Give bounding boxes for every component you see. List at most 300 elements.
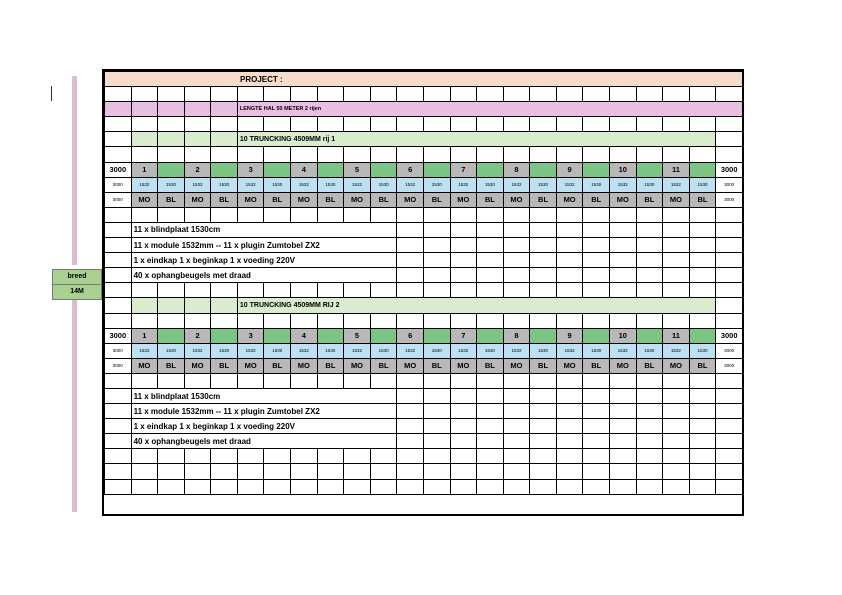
- cell[interactable]: [370, 147, 397, 162]
- cell[interactable]: [370, 373, 397, 388]
- cell[interactable]: [530, 283, 557, 298]
- edge-value[interactable]: 3000: [105, 192, 132, 207]
- cell[interactable]: [317, 147, 344, 162]
- cell[interactable]: [583, 147, 610, 162]
- module-size[interactable]: 1530: [370, 177, 397, 192]
- cell[interactable]: [158, 449, 185, 464]
- module-type[interactable]: BL: [477, 358, 504, 373]
- cell[interactable]: [477, 404, 504, 419]
- module-size[interactable]: 1530: [423, 177, 450, 192]
- cell[interactable]: [237, 464, 264, 479]
- module-type[interactable]: MO: [503, 192, 530, 207]
- cell[interactable]: [689, 283, 716, 298]
- module-type[interactable]: BL: [370, 358, 397, 373]
- cell[interactable]: [397, 117, 424, 132]
- edge-value[interactable]: 3000: [105, 343, 132, 358]
- module-size[interactable]: 1532: [184, 177, 211, 192]
- cell[interactable]: [556, 434, 583, 449]
- module-size[interactable]: 1530: [317, 177, 344, 192]
- cell[interactable]: [583, 404, 610, 419]
- cell[interactable]: [131, 87, 158, 102]
- module-type[interactable]: MO: [663, 192, 690, 207]
- cell[interactable]: [317, 207, 344, 222]
- material-note[interactable]: 11 x module 1532mm -- 11 x plugin Zumtobel ZX2: [131, 238, 397, 253]
- cell[interactable]: [636, 207, 663, 222]
- cell[interactable]: [105, 434, 132, 449]
- module-type[interactable]: MO: [663, 358, 690, 373]
- cell[interactable]: [397, 464, 424, 479]
- cell[interactable]: [663, 147, 690, 162]
- cell[interactable]: [477, 313, 504, 328]
- cell[interactable]: [105, 404, 132, 419]
- cell[interactable]: [583, 373, 610, 388]
- module-size[interactable]: 1530: [158, 343, 185, 358]
- module-size[interactable]: 1532: [397, 177, 424, 192]
- cell[interactable]: [477, 117, 504, 132]
- module-type[interactable]: BL: [264, 358, 291, 373]
- cell[interactable]: [158, 283, 185, 298]
- module-type[interactable]: BL: [317, 192, 344, 207]
- module-number[interactable]: 9: [556, 162, 583, 177]
- cell[interactable]: [184, 449, 211, 464]
- cell[interactable]: [556, 238, 583, 253]
- cell[interactable]: [716, 117, 743, 132]
- cell[interactable]: [264, 328, 291, 343]
- cell[interactable]: [636, 388, 663, 403]
- cell[interactable]: [477, 207, 504, 222]
- cell[interactable]: [556, 479, 583, 494]
- module-size[interactable]: 1530: [636, 343, 663, 358]
- module-size[interactable]: 1530: [423, 343, 450, 358]
- module-number[interactable]: 4: [291, 328, 318, 343]
- cell[interactable]: [636, 449, 663, 464]
- cell[interactable]: [131, 132, 158, 147]
- material-note[interactable]: 40 x ophangbeugels met draad: [131, 268, 397, 283]
- cell[interactable]: [423, 449, 450, 464]
- cell[interactable]: [105, 464, 132, 479]
- module-size[interactable]: 1532: [609, 177, 636, 192]
- module-number[interactable]: 3: [237, 162, 264, 177]
- cell[interactable]: [530, 222, 557, 237]
- cell[interactable]: [636, 87, 663, 102]
- edge-value[interactable]: 3000: [105, 177, 132, 192]
- module-number[interactable]: 1: [131, 162, 158, 177]
- cell[interactable]: [264, 283, 291, 298]
- cell[interactable]: [264, 87, 291, 102]
- cell[interactable]: [370, 479, 397, 494]
- cell[interactable]: [105, 373, 132, 388]
- material-note[interactable]: 11 x blindplaat 1530cm: [131, 222, 397, 237]
- cell[interactable]: [158, 373, 185, 388]
- module-type[interactable]: BL: [689, 358, 716, 373]
- cell[interactable]: [609, 373, 636, 388]
- cell[interactable]: [291, 87, 318, 102]
- cell[interactable]: [530, 207, 557, 222]
- cell[interactable]: [556, 283, 583, 298]
- module-type[interactable]: MO: [556, 192, 583, 207]
- module-size[interactable]: 1530: [370, 343, 397, 358]
- cell[interactable]: [423, 419, 450, 434]
- cell[interactable]: [477, 464, 504, 479]
- cell[interactable]: [663, 388, 690, 403]
- cell[interactable]: [477, 328, 504, 343]
- cell[interactable]: [530, 449, 557, 464]
- cell[interactable]: [397, 207, 424, 222]
- cell[interactable]: [663, 404, 690, 419]
- module-size[interactable]: 1532: [450, 343, 477, 358]
- cell[interactable]: [184, 87, 211, 102]
- cell[interactable]: [105, 298, 132, 313]
- cell[interactable]: [663, 449, 690, 464]
- module-type[interactable]: MO: [237, 192, 264, 207]
- cell[interactable]: [291, 449, 318, 464]
- material-note[interactable]: 1 x eindkap 1 x beginkap 1 x voeding 220V: [131, 419, 397, 434]
- cell[interactable]: [450, 464, 477, 479]
- cell[interactable]: [211, 449, 238, 464]
- cell[interactable]: [211, 162, 238, 177]
- cell[interactable]: [716, 373, 743, 388]
- cell[interactable]: [609, 283, 636, 298]
- module-type[interactable]: MO: [291, 192, 318, 207]
- module-number[interactable]: 2: [184, 162, 211, 177]
- cell[interactable]: [716, 268, 743, 283]
- cell[interactable]: [344, 87, 371, 102]
- cell[interactable]: [397, 147, 424, 162]
- cell[interactable]: [689, 268, 716, 283]
- cell[interactable]: [184, 102, 211, 117]
- cell[interactable]: [184, 283, 211, 298]
- cell[interactable]: [716, 388, 743, 403]
- module-number[interactable]: 3: [237, 328, 264, 343]
- cell[interactable]: [477, 419, 504, 434]
- cell[interactable]: [291, 117, 318, 132]
- hall-length-label[interactable]: LENGTE HAL 50 METER 2 rijen: [237, 102, 742, 117]
- cell[interactable]: [264, 313, 291, 328]
- cell[interactable]: [211, 102, 238, 117]
- module-size[interactable]: 1532: [556, 177, 583, 192]
- cell[interactable]: [131, 117, 158, 132]
- cell[interactable]: [716, 464, 743, 479]
- cell[interactable]: [583, 162, 610, 177]
- cell[interactable]: [530, 162, 557, 177]
- cell[interactable]: [477, 238, 504, 253]
- module-type[interactable]: MO: [556, 358, 583, 373]
- module-type[interactable]: BL: [211, 358, 238, 373]
- cell[interactable]: [344, 147, 371, 162]
- module-type[interactable]: BL: [477, 192, 504, 207]
- cell[interactable]: [636, 419, 663, 434]
- cell[interactable]: [636, 283, 663, 298]
- cell[interactable]: [636, 373, 663, 388]
- cell[interactable]: [370, 313, 397, 328]
- module-type[interactable]: BL: [530, 358, 557, 373]
- edge-value[interactable]: 3000: [105, 358, 132, 373]
- cell[interactable]: [530, 434, 557, 449]
- cell[interactable]: [636, 479, 663, 494]
- cell[interactable]: [423, 328, 450, 343]
- cell[interactable]: [397, 238, 424, 253]
- module-number[interactable]: 7: [450, 328, 477, 343]
- cell[interactable]: [397, 283, 424, 298]
- material-note[interactable]: 11 x blindplaat 1530cm: [131, 388, 397, 403]
- cell[interactable]: [716, 313, 743, 328]
- module-type[interactable]: BL: [158, 192, 185, 207]
- cell[interactable]: [477, 162, 504, 177]
- cell[interactable]: [530, 313, 557, 328]
- module-size[interactable]: 1530: [477, 177, 504, 192]
- cell[interactable]: [264, 449, 291, 464]
- cell[interactable]: [663, 373, 690, 388]
- cell[interactable]: [264, 162, 291, 177]
- module-size[interactable]: 1530: [211, 177, 238, 192]
- module-number[interactable]: 5: [344, 162, 371, 177]
- cell[interactable]: [237, 479, 264, 494]
- cell[interactable]: [503, 253, 530, 268]
- module-number[interactable]: 2: [184, 328, 211, 343]
- module-type[interactable]: BL: [264, 192, 291, 207]
- cell[interactable]: [609, 434, 636, 449]
- cell[interactable]: [397, 268, 424, 283]
- module-type[interactable]: BL: [317, 358, 344, 373]
- cell[interactable]: [716, 449, 743, 464]
- module-size[interactable]: 1532: [237, 343, 264, 358]
- cell[interactable]: [131, 102, 158, 117]
- cell[interactable]: [184, 373, 211, 388]
- cell[interactable]: [158, 328, 185, 343]
- cell[interactable]: [184, 207, 211, 222]
- cell[interactable]: [423, 87, 450, 102]
- cell[interactable]: [184, 132, 211, 147]
- cell[interactable]: [184, 479, 211, 494]
- cell[interactable]: [609, 479, 636, 494]
- cell[interactable]: [211, 117, 238, 132]
- cell[interactable]: [344, 207, 371, 222]
- cell[interactable]: [158, 162, 185, 177]
- cell[interactable]: [370, 449, 397, 464]
- cell[interactable]: [503, 373, 530, 388]
- cell[interactable]: [105, 222, 132, 237]
- cell[interactable]: [477, 283, 504, 298]
- cell[interactable]: [105, 253, 132, 268]
- cell[interactable]: [158, 479, 185, 494]
- cell[interactable]: [503, 238, 530, 253]
- module-size[interactable]: 1530: [317, 343, 344, 358]
- cell[interactable]: [423, 404, 450, 419]
- cell[interactable]: [583, 253, 610, 268]
- cell[interactable]: [477, 373, 504, 388]
- cell[interactable]: [105, 479, 132, 494]
- cell[interactable]: [291, 207, 318, 222]
- cell[interactable]: [397, 479, 424, 494]
- cell[interactable]: [211, 87, 238, 102]
- module-type[interactable]: BL: [370, 192, 397, 207]
- module-size[interactable]: 1532: [131, 177, 158, 192]
- cell[interactable]: [583, 238, 610, 253]
- cell[interactable]: [237, 117, 264, 132]
- module-type[interactable]: MO: [450, 358, 477, 373]
- cell[interactable]: [503, 419, 530, 434]
- cell[interactable]: [636, 434, 663, 449]
- cell[interactable]: [423, 313, 450, 328]
- cell[interactable]: [689, 117, 716, 132]
- module-type[interactable]: MO: [397, 358, 424, 373]
- module-type[interactable]: MO: [503, 358, 530, 373]
- cell[interactable]: [609, 464, 636, 479]
- cell[interactable]: [556, 419, 583, 434]
- cell[interactable]: [211, 132, 238, 147]
- cell[interactable]: [397, 449, 424, 464]
- cell[interactable]: [716, 132, 743, 147]
- module-number[interactable]: 5: [344, 328, 371, 343]
- cell[interactable]: [663, 268, 690, 283]
- module-type[interactable]: MO: [397, 192, 424, 207]
- cell[interactable]: [689, 479, 716, 494]
- cell[interactable]: [503, 464, 530, 479]
- cell[interactable]: [211, 207, 238, 222]
- cell[interactable]: [317, 464, 344, 479]
- cell[interactable]: [689, 253, 716, 268]
- cell[interactable]: [716, 434, 743, 449]
- cell[interactable]: [583, 464, 610, 479]
- cell[interactable]: [264, 464, 291, 479]
- cell[interactable]: [663, 283, 690, 298]
- cell[interactable]: [344, 449, 371, 464]
- cell[interactable]: [450, 222, 477, 237]
- cell[interactable]: [450, 117, 477, 132]
- cell[interactable]: [450, 238, 477, 253]
- module-type[interactable]: MO: [450, 192, 477, 207]
- cell[interactable]: [450, 388, 477, 403]
- cell[interactable]: [450, 404, 477, 419]
- cell[interactable]: [689, 147, 716, 162]
- cell[interactable]: [158, 313, 185, 328]
- cell[interactable]: [105, 238, 132, 253]
- cell[interactable]: [237, 147, 264, 162]
- cell[interactable]: [131, 283, 158, 298]
- cell[interactable]: [237, 87, 264, 102]
- cell[interactable]: [583, 419, 610, 434]
- cell[interactable]: [397, 388, 424, 403]
- cell[interactable]: [211, 313, 238, 328]
- edge-value[interactable]: 3000: [716, 328, 743, 343]
- cell[interactable]: [663, 464, 690, 479]
- cell[interactable]: [583, 449, 610, 464]
- cell[interactable]: [158, 102, 185, 117]
- cell[interactable]: [184, 117, 211, 132]
- cell[interactable]: [609, 388, 636, 403]
- cell[interactable]: [716, 419, 743, 434]
- cell[interactable]: [663, 313, 690, 328]
- module-size[interactable]: 1532: [344, 343, 371, 358]
- cell[interactable]: [131, 313, 158, 328]
- cell[interactable]: [716, 207, 743, 222]
- module-size[interactable]: 1530: [211, 343, 238, 358]
- cell[interactable]: [423, 464, 450, 479]
- module-size[interactable]: 1530: [530, 177, 557, 192]
- cell[interactable]: [530, 147, 557, 162]
- cell[interactable]: [158, 147, 185, 162]
- cell[interactable]: [477, 253, 504, 268]
- cell[interactable]: [317, 87, 344, 102]
- cell[interactable]: [503, 434, 530, 449]
- module-number[interactable]: 6: [397, 328, 424, 343]
- cell[interactable]: [131, 207, 158, 222]
- module-number[interactable]: 4: [291, 162, 318, 177]
- cell[interactable]: [291, 147, 318, 162]
- cell[interactable]: [158, 207, 185, 222]
- cell[interactable]: [503, 479, 530, 494]
- cell[interactable]: [530, 117, 557, 132]
- cell[interactable]: [131, 464, 158, 479]
- cell[interactable]: [291, 464, 318, 479]
- cell[interactable]: [158, 117, 185, 132]
- cell[interactable]: [663, 434, 690, 449]
- cell[interactable]: [530, 238, 557, 253]
- cell[interactable]: [716, 87, 743, 102]
- module-size[interactable]: 1532: [663, 343, 690, 358]
- cell[interactable]: [503, 313, 530, 328]
- cell[interactable]: [397, 434, 424, 449]
- cell[interactable]: [423, 283, 450, 298]
- cell[interactable]: [423, 147, 450, 162]
- cell[interactable]: [503, 449, 530, 464]
- module-size[interactable]: 1532: [450, 177, 477, 192]
- module-size[interactable]: 1532: [184, 343, 211, 358]
- cell[interactable]: [344, 373, 371, 388]
- cell[interactable]: [609, 207, 636, 222]
- edge-value[interactable]: 3000: [716, 162, 743, 177]
- cell[interactable]: [397, 253, 424, 268]
- cell[interactable]: [689, 404, 716, 419]
- cell[interactable]: [450, 313, 477, 328]
- cell[interactable]: [211, 479, 238, 494]
- cell[interactable]: [609, 268, 636, 283]
- cell[interactable]: [556, 253, 583, 268]
- cell[interactable]: [503, 87, 530, 102]
- cell[interactable]: [291, 479, 318, 494]
- module-type[interactable]: MO: [237, 358, 264, 373]
- cell[interactable]: [131, 479, 158, 494]
- cell[interactable]: [105, 87, 132, 102]
- material-note[interactable]: 40 x ophangbeugels met draad: [131, 434, 397, 449]
- cell[interactable]: [636, 117, 663, 132]
- cell[interactable]: [450, 207, 477, 222]
- module-size[interactable]: 1530: [689, 177, 716, 192]
- cell[interactable]: [105, 283, 132, 298]
- cell[interactable]: [530, 419, 557, 434]
- cell[interactable]: [689, 162, 716, 177]
- cell[interactable]: [264, 117, 291, 132]
- cell[interactable]: [636, 328, 663, 343]
- cell[interactable]: [105, 313, 132, 328]
- cell[interactable]: [556, 404, 583, 419]
- cell[interactable]: [131, 298, 158, 313]
- module-size[interactable]: 1532: [291, 177, 318, 192]
- material-note[interactable]: 11 x module 1532mm -- 11 x plugin Zumtobel ZX2: [131, 404, 397, 419]
- module-size[interactable]: 1530: [583, 343, 610, 358]
- cell[interactable]: [583, 388, 610, 403]
- cell[interactable]: [636, 404, 663, 419]
- cell[interactable]: [397, 373, 424, 388]
- module-type[interactable]: BL: [530, 192, 557, 207]
- module-number[interactable]: 8: [503, 162, 530, 177]
- cell[interactable]: [530, 253, 557, 268]
- cell[interactable]: [716, 298, 743, 313]
- cell[interactable]: [556, 117, 583, 132]
- edge-value[interactable]: 3000: [105, 162, 132, 177]
- cell[interactable]: [689, 434, 716, 449]
- cell[interactable]: [397, 87, 424, 102]
